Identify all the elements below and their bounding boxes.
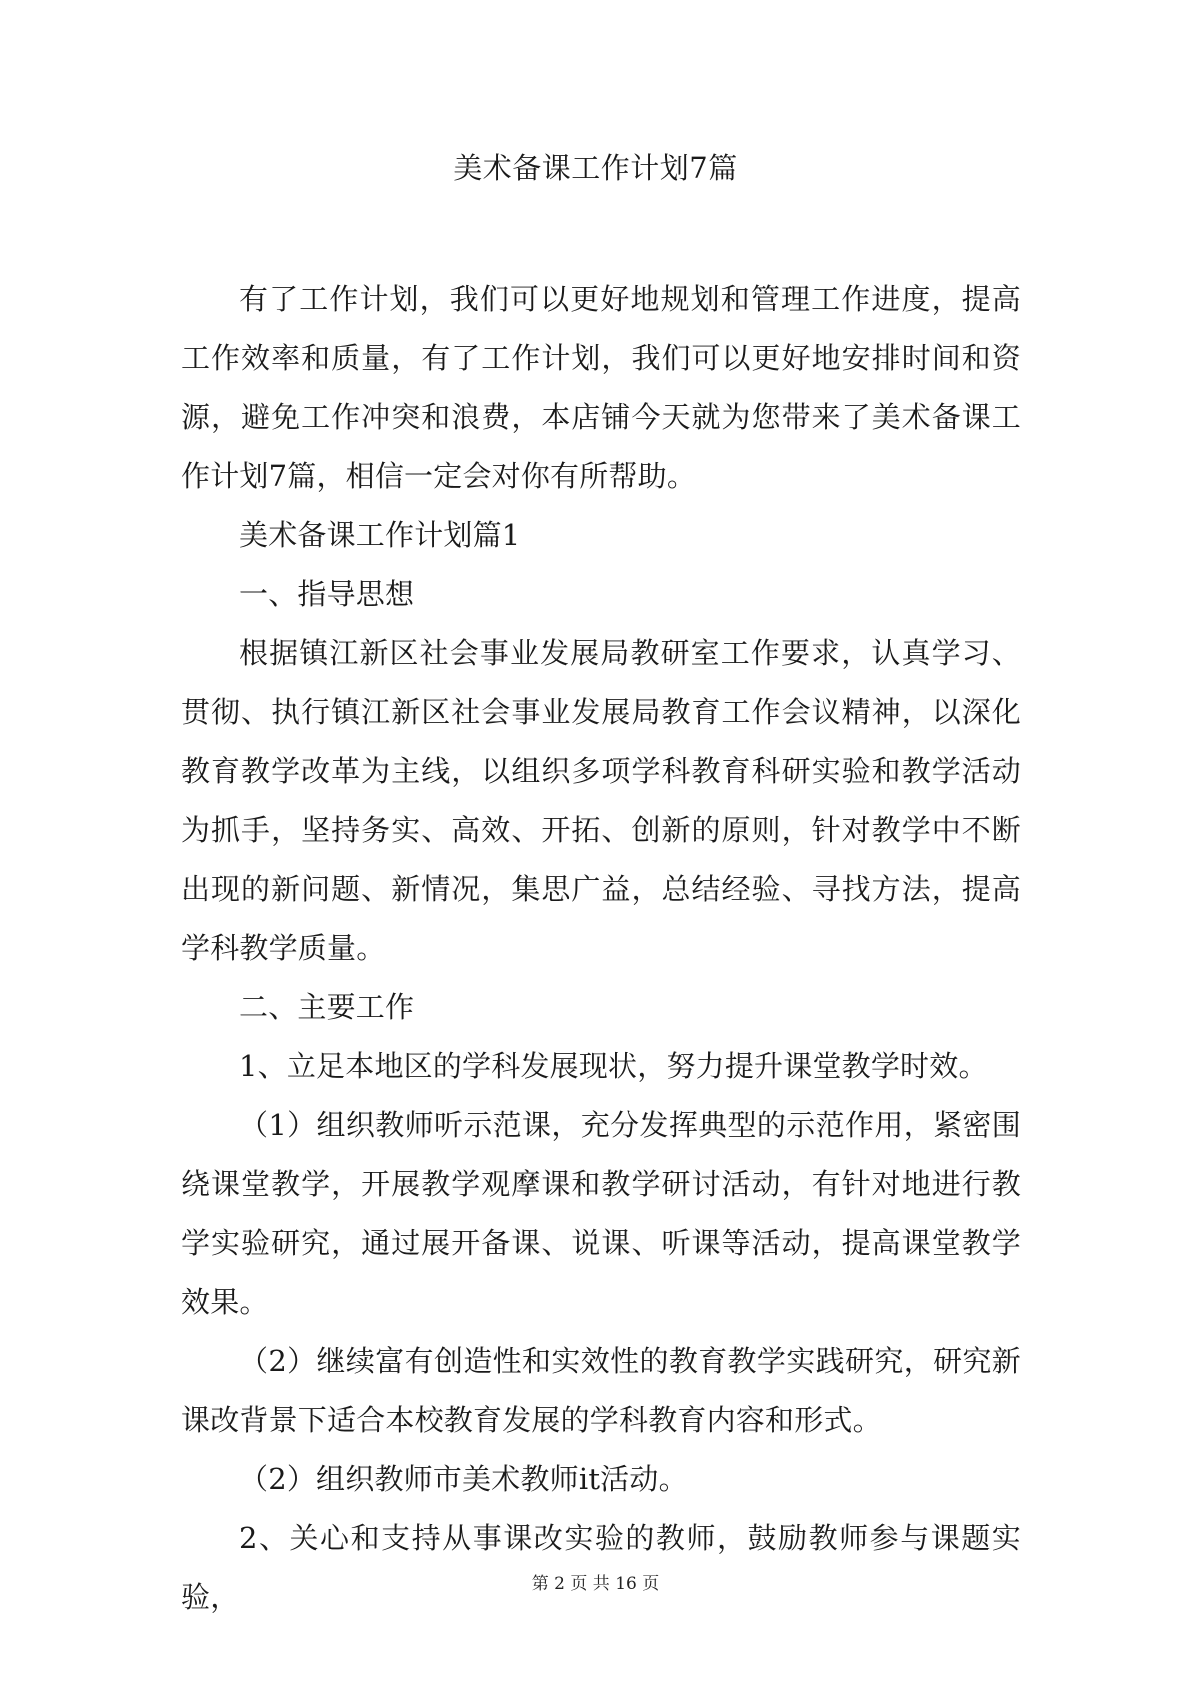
list-item: （1）组织教师听示范课，充分发挥典型的示范作用，紧密围绕课堂教学，开展教学观摩课和教学研讨活动，有针对地进行教学实验研究，通过展开备课、说课、听课等活动，提高课堂教学效果。 <box>181 1108 1021 1319</box>
list-item: 2、关心和支持从事课改实验的教师，鼓励教师参与课题实验， <box>181 1521 1021 1614</box>
intro-paragraph: 有了工作计划，我们可以更好地规划和管理工作进度，提高工作效率和质量，有了工作计划，我们可以更好地安排时间和资源，避免工作冲突和浪费，本店铺今天就为您带来了美术备课工作计划7篇，相信一定会对你有所帮助。 <box>181 282 1021 493</box>
list-item: （2）继续富有创造性和实效性的教育教学实践研究，研究新课改背景下适合本校教育发展的学科教育内容和形式。 <box>181 1344 1021 1437</box>
body-paragraph: 根据镇江新区社会事业发展局教研室工作要求，认真学习、贯彻、执行镇江新区社会事业发展局教育工作会议精神，以深化教育教学改革为主线，以组织多项学科教育科研实验和教学活动为抓手，坚持务实、高效、开拓、创新的原则，针对教学中不断出现的新问题、新情况，集思广益，总结经验、寻找方法，提高学科教学质量。 <box>181 636 1021 965</box>
page-footer: 第 2 页 共 16 页 <box>531 1574 660 1594</box>
subsection-heading: 一、指导思想 <box>239 577 415 611</box>
document-body <box>181 270 1021 1627</box>
section-heading: 美术备课工作计划篇1 <box>239 518 521 552</box>
document-title: 美术备课工作计划7篇 <box>453 151 738 185</box>
list-item: 1、立足本地区的学科发展现状，努力提升课堂教学时效。 <box>239 1049 988 1083</box>
subsection-heading: 二、主要工作 <box>239 990 415 1024</box>
list-item: （2）组织教师市美术教师it活动。 <box>239 1462 688 1496</box>
